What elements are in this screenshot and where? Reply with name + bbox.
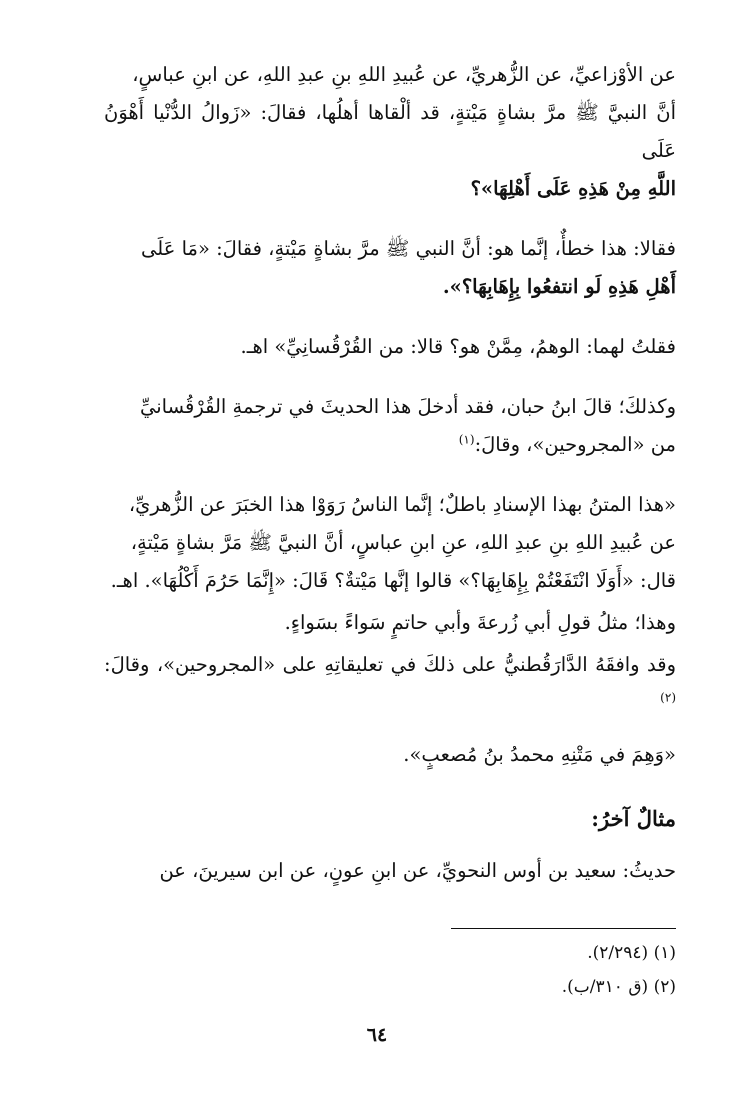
footnote-divider [451, 928, 676, 929]
p5-line-3: قال: «أَوَلَا انْتَفَعْتُمْ بِإِهَابِهَا؟» قالوا إنَّها مَيْتةٌ؟ قَالَ: «إِنَّمَا حَرُمَ أَكْلُهَا». اهـ. [110, 569, 676, 592]
p1-line-1: عن الأوْزاعيِّ، عن الزُّهريِّ، عن عُبيدِ اللهِ بنِ عبدِ اللهِ، عن ابنِ عباسٍ، [132, 63, 676, 86]
paragraph-4 [104, 388, 676, 464]
footnote-2: (٢) (ق ٣١٠/ب). [561, 977, 676, 997]
paragraph-3 [104, 328, 676, 366]
paragraph-5 [104, 486, 676, 600]
paragraph-8 [104, 736, 676, 774]
p2-line-1: فقالا: هذا خطأٌ، إنَّما هو: أنَّ النبي ﷺ مرَّ بشاةٍ مَيْتةٍ، فقالَ: «مَا عَلَى [141, 237, 676, 260]
paragraph-6 [104, 604, 676, 642]
page-number: ٦٤ [366, 1024, 388, 1046]
section-heading: مثالٌ آخرُ: [591, 806, 676, 831]
main-text [104, 56, 676, 890]
p6-line-1: وهذا؛ مثلُ قولِ أبي زُرعةَ وأبي حاتمٍ سَواءً بسَواءٍ. [284, 611, 676, 634]
p2-line-2: أَهْلِ هَذِهِ لَو انتفعُوا بِإِهَابِهَا؟». [442, 275, 676, 298]
p4-line-2: من «المجروحين»، وقالَ: [474, 433, 676, 456]
p5-line-1: «هذا المتنُ بهذا الإسنادِ باطلٌ؛ إنَّما الناسُ رَوَوْا هذا الخبَرَ عن الزُّهريِّ، [128, 493, 676, 516]
closing-line: حديثُ: سعيد بن أوس النحويِّ، عن ابنِ عونٍ، عن ابن سيرينَ، عن [159, 859, 676, 882]
paragraph-7 [104, 646, 676, 722]
footnotes [104, 936, 676, 1004]
p4-line-1: وكذلكَ؛ قالَ ابنُ حبان، فقد أدخلَ هذا الحديثَ في ترجمةِ القُرْقُسانيِّ [139, 395, 676, 418]
p7-line-1: وقد وافقَهُ الدَّارَقُطنيُّ على ذلكَ في تعليقاتِهِ على «المجروحين»، وقالَ: [104, 653, 676, 676]
p5-line-2: عن عُبيدِ اللهِ بنِ عبدِ اللهِ، عنِ ابنِ عباسٍ، أنَّ النبيَّ ﷺ مَرَّ بشاةٍ مَيْتةٍ، [130, 531, 676, 554]
p3-line-1: فقلتُ لهما: الوهمُ، مِمَّنْ هو؟ قالا: من القُرْقُسانِيِّ» اهـ. [240, 335, 676, 358]
p8-line-1: «وَهِمَ في مَتْنِهِ محمدُ بنُ مُصعبٍ». [403, 743, 676, 766]
paragraph-1 [104, 56, 676, 208]
paragraph-2 [104, 230, 676, 306]
footnote-ref-1[interactable]: (١) [458, 432, 475, 447]
p1-line-3: اللَّهِ مِنْ هَذِهِ عَلَى أَهْلِهَا»؟ [470, 177, 676, 200]
footnote-1: (١) (٢/٢٩٤). [587, 943, 676, 963]
footnote-ref-2[interactable]: (٢) [660, 690, 676, 705]
p1-line-2: أنَّ النبيَّ ﷺ مرَّ بشاةٍ مَيْتةٍ، قد ألْقاها أهلُها، فقالَ: «زَوالُ الدُّنْيا أَهْوَنُ عَلَى [104, 101, 676, 162]
